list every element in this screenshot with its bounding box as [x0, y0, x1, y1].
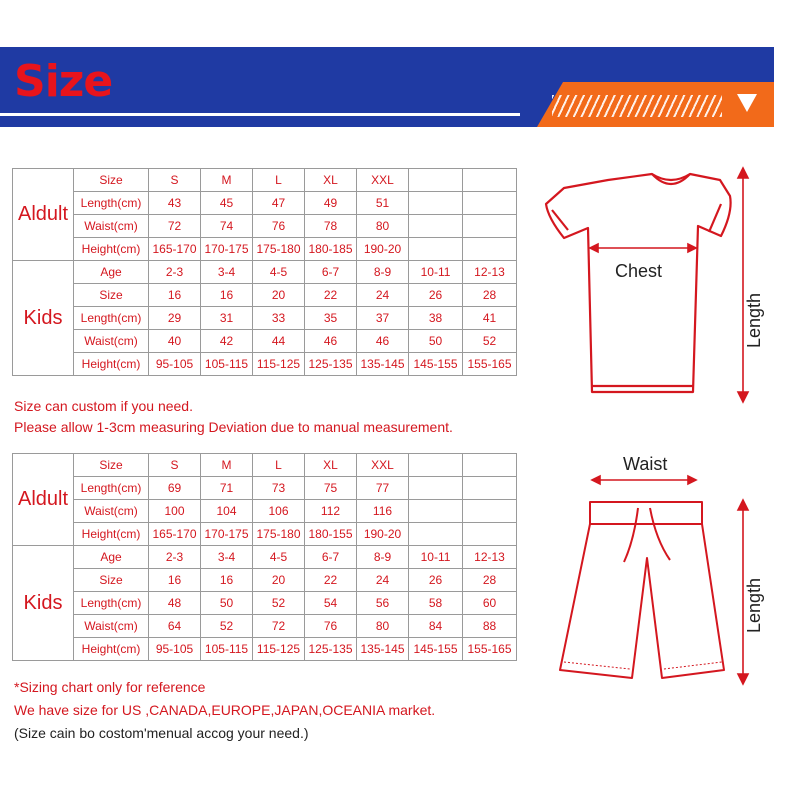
table-cell: XL: [305, 169, 357, 192]
table-cell: S: [149, 169, 201, 192]
table-cell: 16: [149, 569, 201, 592]
row-label: Age: [74, 261, 149, 284]
tshirt-diagram: [540, 160, 790, 410]
table-cell: [463, 215, 517, 238]
custom-size-note: Size can custom if you need.: [14, 398, 193, 414]
table-cell: 105-115: [201, 638, 253, 661]
table-cell: 175-180: [253, 523, 305, 546]
table-cell: [409, 477, 463, 500]
kids-row: [13, 592, 517, 615]
table-cell: 4-5: [253, 546, 305, 569]
table-cell: [409, 454, 463, 477]
shirt-length-label: Length: [744, 292, 764, 348]
table-cell: 180-185: [305, 238, 357, 261]
chest-label: Chest: [615, 261, 663, 281]
table-cell: [463, 454, 517, 477]
table-cell: 76: [253, 215, 305, 238]
table-cell: 43: [149, 192, 201, 215]
table-cell: XXL: [357, 454, 409, 477]
table-cell: 51: [357, 192, 409, 215]
table-cell: [409, 238, 463, 261]
table-cell: [463, 477, 517, 500]
table-cell: M: [201, 169, 253, 192]
table-cell: 165-170: [149, 523, 201, 546]
table-cell: 40: [149, 330, 201, 353]
banner-divider: [0, 113, 520, 116]
table-cell: 3-4: [201, 261, 253, 284]
table-cell: 72: [149, 215, 201, 238]
custom-request-note: (Size cain bo costom'menual accog your need.): [14, 725, 309, 741]
table-cell: 26: [409, 284, 463, 307]
adult-row: [13, 500, 517, 523]
adult-row: [13, 192, 517, 215]
table-cell: 135-145: [357, 638, 409, 661]
table-cell: 28: [463, 569, 517, 592]
table-cell: 180-155: [305, 523, 357, 546]
table-cell: 16: [201, 569, 253, 592]
table-cell: 54: [305, 592, 357, 615]
table-cell: 24: [357, 569, 409, 592]
table-cell: [409, 169, 463, 192]
kids-row: [13, 330, 517, 353]
table-cell: 190-20: [357, 238, 409, 261]
tshirt-icon: [546, 174, 731, 392]
table-cell: 52: [463, 330, 517, 353]
adult-row: [13, 477, 517, 500]
shirt-size-table: [12, 168, 517, 376]
table-cell: [409, 523, 463, 546]
table-cell: 80: [357, 615, 409, 638]
table-cell: 155-165: [463, 638, 517, 661]
table-cell: 49: [305, 192, 357, 215]
table-cell: 125-135: [305, 638, 357, 661]
table-cell: 24: [357, 284, 409, 307]
row-label: Age: [74, 546, 149, 569]
kids-row: [13, 284, 517, 307]
table-cell: 170-175: [201, 238, 253, 261]
table-cell: 28: [463, 284, 517, 307]
table-cell: 22: [305, 284, 357, 307]
table-cell: 105-115: [201, 353, 253, 376]
table-cell: XL: [305, 454, 357, 477]
table-cell: 20: [253, 284, 305, 307]
shorts-size-table: [12, 453, 517, 661]
table-cell: 74: [201, 215, 253, 238]
kids-row: [13, 261, 517, 284]
table-cell: 78: [305, 215, 357, 238]
row-label: Size: [74, 454, 149, 477]
table-cell: 52: [253, 592, 305, 615]
row-label: Height(cm): [74, 523, 149, 546]
adult-group-label: Aldult: [13, 169, 74, 261]
table-cell: 42: [201, 330, 253, 353]
table-cell: 115-125: [253, 638, 305, 661]
row-label: Size: [74, 284, 149, 307]
kids-group-label: Kids: [13, 546, 74, 661]
table-cell: 6-7: [305, 546, 357, 569]
table-cell: 50: [409, 330, 463, 353]
adult-row: [13, 523, 517, 546]
table-cell: L: [253, 169, 305, 192]
table-cell: 69: [149, 477, 201, 500]
row-label: Length(cm): [74, 477, 149, 500]
table-cell: 6-7: [305, 261, 357, 284]
table-cell: 35: [305, 307, 357, 330]
table-cell: [463, 500, 517, 523]
table-cell: 190-20: [357, 523, 409, 546]
table-cell: 84: [409, 615, 463, 638]
table-cell: 20: [253, 569, 305, 592]
table-cell: 31: [201, 307, 253, 330]
adult-row: [13, 238, 517, 261]
kids-row: [13, 615, 517, 638]
table-cell: 155-165: [463, 353, 517, 376]
table-cell: 8-9: [357, 261, 409, 284]
row-label: Waist(cm): [74, 615, 149, 638]
table-cell: 145-155: [409, 638, 463, 661]
table-cell: 75: [305, 477, 357, 500]
table-cell: [409, 500, 463, 523]
kids-row: [13, 353, 517, 376]
table-cell: 58: [409, 592, 463, 615]
table-cell: 37: [357, 307, 409, 330]
row-label: Size: [74, 169, 149, 192]
table-cell: 22: [305, 569, 357, 592]
markets-note: We have size for US ,CANADA,EUROPE,JAPAN,OCEANIA market.: [14, 702, 436, 718]
table-cell: 29: [149, 307, 201, 330]
row-label: Length(cm): [74, 192, 149, 215]
kids-row: [13, 307, 517, 330]
table-cell: 52: [201, 615, 253, 638]
table-cell: 80: [357, 215, 409, 238]
table-cell: 106: [253, 500, 305, 523]
table-cell: [463, 169, 517, 192]
table-cell: 165-170: [149, 238, 201, 261]
page-title: Size: [14, 56, 113, 107]
kids-group-label: Kids: [13, 261, 74, 376]
table-cell: 175-180: [253, 238, 305, 261]
table-cell: 145-155: [409, 353, 463, 376]
shorts-icon: [560, 502, 724, 678]
table-cell: 33: [253, 307, 305, 330]
table-cell: 170-175: [201, 523, 253, 546]
adult-row: [13, 169, 517, 192]
shorts-length-label: Length: [744, 577, 764, 633]
waist-arrow: [592, 476, 696, 484]
table-cell: 8-9: [357, 546, 409, 569]
table-cell: 12-13: [463, 546, 517, 569]
table-cell: 60: [463, 592, 517, 615]
row-label: Size: [74, 569, 149, 592]
table-cell: 38: [409, 307, 463, 330]
table-cell: 26: [409, 569, 463, 592]
table-cell: 45: [201, 192, 253, 215]
table-cell: 125-135: [305, 353, 357, 376]
adult-row: [13, 454, 517, 477]
table-cell: 64: [149, 615, 201, 638]
table-cell: 73: [253, 477, 305, 500]
adult-group-label: Aldult: [13, 454, 74, 546]
row-label: Height(cm): [74, 238, 149, 261]
table-cell: 77: [357, 477, 409, 500]
triangle-down-icon: [737, 94, 757, 112]
row-label: Waist(cm): [74, 500, 149, 523]
kids-row: [13, 569, 517, 592]
table-cell: L: [253, 454, 305, 477]
row-label: Length(cm): [74, 307, 149, 330]
table-cell: 76: [305, 615, 357, 638]
table-cell: [463, 523, 517, 546]
table-cell: 41: [463, 307, 517, 330]
row-label: Height(cm): [74, 638, 149, 661]
reference-note: *Sizing chart only for reference: [14, 679, 206, 695]
table-cell: S: [149, 454, 201, 477]
table-cell: 12-13: [463, 261, 517, 284]
table-cell: 104: [201, 500, 253, 523]
table-cell: 71: [201, 477, 253, 500]
waist-label: Waist: [623, 454, 668, 474]
adult-row: [13, 215, 517, 238]
table-cell: 48: [149, 592, 201, 615]
table-cell: 72: [253, 615, 305, 638]
kids-row: [13, 546, 517, 569]
row-label: Length(cm): [74, 592, 149, 615]
table-cell: 95-105: [149, 638, 201, 661]
table-cell: 100: [149, 500, 201, 523]
row-label: Height(cm): [74, 353, 149, 376]
table-cell: 135-145: [357, 353, 409, 376]
kids-row: [13, 638, 517, 661]
shirt-length-arrow: [738, 168, 748, 402]
table-cell: 16: [201, 284, 253, 307]
table-cell: 50: [201, 592, 253, 615]
table-cell: 10-11: [409, 261, 463, 284]
table-cell: 88: [463, 615, 517, 638]
table-cell: 2-3: [149, 546, 201, 569]
table-cell: 47: [253, 192, 305, 215]
deviation-note: Please allow 1-3cm measuring Deviation due to manual measurement.: [14, 419, 453, 435]
table-cell: M: [201, 454, 253, 477]
table-cell: 16: [149, 284, 201, 307]
table-cell: XXL: [357, 169, 409, 192]
table-cell: 116: [357, 500, 409, 523]
shorts-diagram: [540, 448, 790, 698]
table-cell: 44: [253, 330, 305, 353]
table-cell: 10-11: [409, 546, 463, 569]
table-cell: 46: [305, 330, 357, 353]
row-label: Waist(cm): [74, 215, 149, 238]
banner-hatch-pattern: [552, 95, 722, 117]
table-cell: 56: [357, 592, 409, 615]
table-cell: [463, 238, 517, 261]
table-cell: 95-105: [149, 353, 201, 376]
chest-arrow: [590, 244, 696, 252]
table-cell: 2-3: [149, 261, 201, 284]
table-cell: 3-4: [201, 546, 253, 569]
table-cell: 4-5: [253, 261, 305, 284]
table-cell: 112: [305, 500, 357, 523]
table-cell: 46: [357, 330, 409, 353]
table-cell: [409, 192, 463, 215]
row-label: Waist(cm): [74, 330, 149, 353]
table-cell: [463, 192, 517, 215]
table-cell: 115-125: [253, 353, 305, 376]
table-cell: [409, 215, 463, 238]
